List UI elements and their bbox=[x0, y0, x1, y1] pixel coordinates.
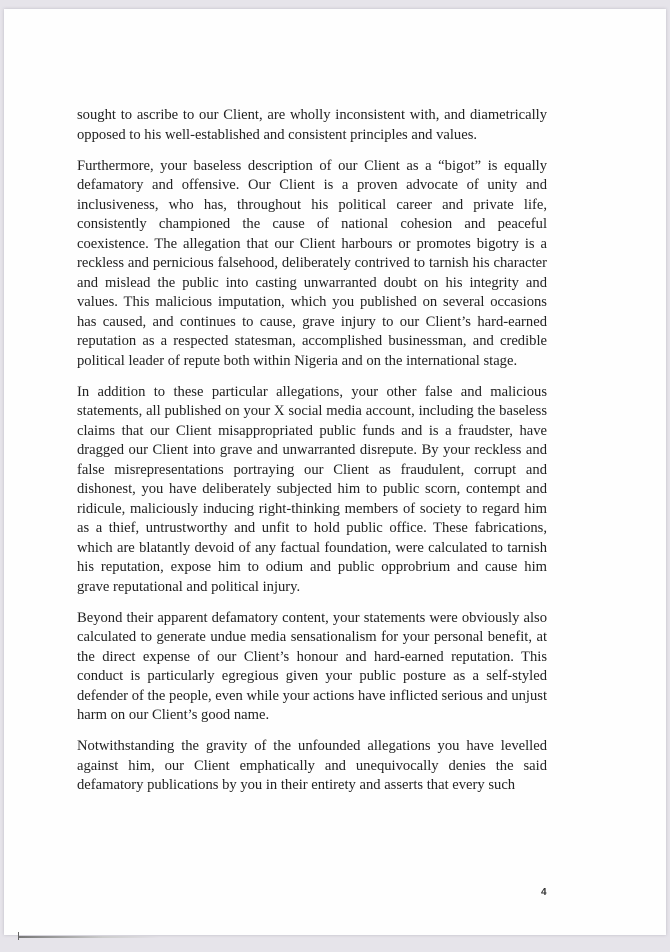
paragraph-5: Notwithstanding the gravity of the unfounded allegations you have levelled against him, our Client emphatically and unequivocally denies the said defamatory publications by you in their entirety and asserts that every such bbox=[77, 738, 547, 793]
scan-edge-line bbox=[19, 936, 159, 938]
paragraph-1: sought to ascribe to our Client, are wholly inconsistent with, and diametrically opposed to his well-established and consistent principles and values. bbox=[77, 107, 547, 143]
document-page bbox=[4, 9, 666, 935]
paragraph-2: Furthermore, your baseless description of our Client as a “bigot” is equally defamatory and offensive. Our Client is a proven advocate of unity and inclusiveness, who has, throughout his political career and private life, consistently championed the cause of national cohesion and peaceful coexistence. The allegation that our Client harbours or promotes bigotry is a reckless and pernicious falsehood, deliberately contrived to tarnish his character and mislead the public into casting unwarranted doubt on his integrity and values. This malicious imputation, which you published on several occasions has caused, and continues to cause, grave injury to our Client’s hard-earned reputation as a respected statesman, accomplished businessman, and credible political leader of repute both within Nigeria and on the international stage. bbox=[77, 157, 547, 369]
paragraph-3: In addition to these particular allegations, your other false and malicious statements, all published on your X social media account, including the baseless claims that our Client misappropriated public funds and is a fraudster, have dragged our Client into grave and unwarranted disrepute. By your reckless and false misrepresentations portraying our Client as fraudulent, corrupt and dishonest, you have deliberately subjected him to public scorn, contempt and ridicule, maliciously inducing right-thinking members of society to regard him as a thief, untrustworthy and unfit to hold public office. These fabrications, which are blatantly devoid of any factual foundation, were calculated to tarnish his reputation, expose him to odium and public opprobrium and cause him grave reputational and political injury. bbox=[77, 383, 547, 595]
page-number: 4 bbox=[541, 887, 547, 898]
paragraph-4: Beyond their apparent defamatory content, your statements were obviously also calculated to generate undue media sensationalism for your personal benefit, at the direct expense of our Client’s honour and hard-earned reputation. This conduct is particularly egregious given your public posture as a self-styled defender of the people, even while your actions have inflicted serious and unjust harm on our Client’s good name. bbox=[77, 609, 547, 723]
document-body bbox=[77, 106, 547, 807]
